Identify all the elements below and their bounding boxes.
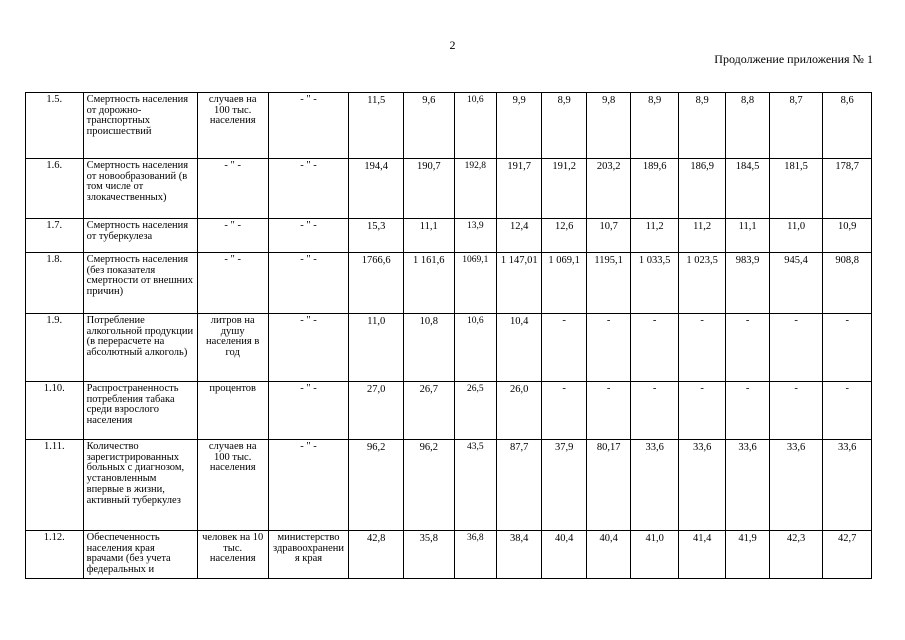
value-cell: 1 147,01 xyxy=(496,253,541,314)
value-cell: 35,8 xyxy=(404,531,455,579)
responsible-cell: - " - xyxy=(268,382,349,440)
value-cell: 190,7 xyxy=(404,159,455,219)
value-cell: 9,9 xyxy=(496,93,541,159)
row-number: 1.11. xyxy=(26,440,84,531)
value-cell: 203,2 xyxy=(586,159,630,219)
value-cell: - xyxy=(542,314,586,382)
value-cell: 1 161,6 xyxy=(404,253,455,314)
value-cell: 38,4 xyxy=(496,531,541,579)
value-cell: 8,9 xyxy=(678,93,726,159)
value-cell: 178,7 xyxy=(823,159,872,219)
value-cell: 40,4 xyxy=(586,531,630,579)
table-row xyxy=(26,219,872,253)
value-cell: 191,7 xyxy=(496,159,541,219)
responsible-cell: - " - xyxy=(268,219,349,253)
value-cell: 9,8 xyxy=(586,93,630,159)
value-cell: 1 023,5 xyxy=(678,253,726,314)
value-cell: 42,7 xyxy=(823,531,872,579)
unit-cell: - " - xyxy=(197,159,268,219)
value-cell: - xyxy=(586,314,630,382)
value-cell: 41,0 xyxy=(631,531,679,579)
unit-cell: случаев на 100 тыс. населения xyxy=(197,93,268,159)
value-cell: 87,7 xyxy=(496,440,541,531)
value-cell: - xyxy=(678,382,726,440)
indicator-name: Смертность населения от новообразований (в том числе от злокачественных) xyxy=(83,159,197,219)
unit-cell: - " - xyxy=(197,219,268,253)
responsible-cell: - " - xyxy=(268,159,349,219)
value-cell: - xyxy=(678,314,726,382)
value-cell: - xyxy=(769,382,823,440)
value-cell: 1766,6 xyxy=(349,253,404,314)
value-cell: 41,4 xyxy=(678,531,726,579)
value-cell: 33,6 xyxy=(823,440,872,531)
value-cell: 8,9 xyxy=(631,93,679,159)
value-cell: 11,0 xyxy=(769,219,823,253)
value-cell: 11,1 xyxy=(404,219,455,253)
value-cell: 186,9 xyxy=(678,159,726,219)
value-cell: - xyxy=(823,382,872,440)
page-number: 2 xyxy=(449,38,456,52)
value-cell: 10,4 xyxy=(496,314,541,382)
value-cell: 36,8 xyxy=(454,531,496,579)
table-row xyxy=(26,314,872,382)
table-row xyxy=(26,253,872,314)
indicator-name: Обеспеченность населения края врачами (без учета федеральных и xyxy=(83,531,197,579)
value-cell: 10,8 xyxy=(404,314,455,382)
value-cell: 1195,1 xyxy=(586,253,630,314)
value-cell: 8,6 xyxy=(823,93,872,159)
value-cell: 1 069,1 xyxy=(542,253,586,314)
indicator-name: Распространенность потребления табака среди взрослого населения xyxy=(83,382,197,440)
value-cell: 33,6 xyxy=(678,440,726,531)
value-cell: 1 033,5 xyxy=(631,253,679,314)
value-cell: 26,5 xyxy=(454,382,496,440)
value-cell: 1069,1 xyxy=(454,253,496,314)
value-cell: - xyxy=(586,382,630,440)
value-cell: 12,4 xyxy=(496,219,541,253)
appendix-continuation-label: Продолжение приложения № 1 xyxy=(714,52,873,66)
value-cell: 96,2 xyxy=(404,440,455,531)
value-cell: 9,6 xyxy=(404,93,455,159)
value-cell: 42,3 xyxy=(769,531,823,579)
row-number: 1.9. xyxy=(26,314,84,382)
value-cell: 27,0 xyxy=(349,382,404,440)
row-number: 1.10. xyxy=(26,382,84,440)
indicator-name: Смертность населения (без показателя смертности от внешних причин) xyxy=(83,253,197,314)
value-cell: 33,6 xyxy=(631,440,679,531)
value-cell: 40,4 xyxy=(542,531,586,579)
value-cell: 43,5 xyxy=(454,440,496,531)
value-cell: - xyxy=(823,314,872,382)
responsible-cell: - " - xyxy=(268,93,349,159)
value-cell: 181,5 xyxy=(769,159,823,219)
value-cell: 80,17 xyxy=(586,440,630,531)
value-cell: - xyxy=(726,314,769,382)
value-cell: - xyxy=(631,382,679,440)
value-cell: 10,7 xyxy=(586,219,630,253)
value-cell: 194,4 xyxy=(349,159,404,219)
value-cell: 184,5 xyxy=(726,159,769,219)
row-number: 1.5. xyxy=(26,93,84,159)
row-number: 1.6. xyxy=(26,159,84,219)
value-cell: 33,6 xyxy=(769,440,823,531)
unit-cell: человек на 10 тыс. населения xyxy=(197,531,268,579)
value-cell: 11,1 xyxy=(726,219,769,253)
table-row xyxy=(26,531,872,579)
unit-cell: - " - xyxy=(197,253,268,314)
row-number: 1.7. xyxy=(26,219,84,253)
value-cell: 908,8 xyxy=(823,253,872,314)
value-cell: 41,9 xyxy=(726,531,769,579)
indicator-name: Смертность населения от туберкулеза xyxy=(83,219,197,253)
responsible-cell: - " - xyxy=(268,440,349,531)
responsible-cell: - " - xyxy=(268,314,349,382)
value-cell: 33,6 xyxy=(726,440,769,531)
value-cell: - xyxy=(542,382,586,440)
value-cell: 11,5 xyxy=(349,93,404,159)
table-row xyxy=(26,93,872,159)
value-cell: 10,9 xyxy=(823,219,872,253)
value-cell: 11,0 xyxy=(349,314,404,382)
table-row xyxy=(26,440,872,531)
value-cell: 192,8 xyxy=(454,159,496,219)
unit-cell: литров на душу населения в год xyxy=(197,314,268,382)
indicator-name: Потребление алкогольной продукции (в перерасчете на абсолютный алкоголь) xyxy=(83,314,197,382)
value-cell: - xyxy=(631,314,679,382)
unit-cell: процентов xyxy=(197,382,268,440)
value-cell: 8,9 xyxy=(542,93,586,159)
value-cell: - xyxy=(726,382,769,440)
value-cell: 15,3 xyxy=(349,219,404,253)
value-cell: 10,6 xyxy=(454,314,496,382)
value-cell: 26,0 xyxy=(496,382,541,440)
indicator-name: Количество зарегистрированных больных с диагнозом, установленным впервые в жизни, активный туберкулез xyxy=(83,440,197,531)
value-cell: 13,9 xyxy=(454,219,496,253)
value-cell: 11,2 xyxy=(678,219,726,253)
indicators-table xyxy=(25,92,872,579)
value-cell: 10,6 xyxy=(454,93,496,159)
responsible-cell: министерство здравоохранения края xyxy=(268,531,349,579)
value-cell: 26,7 xyxy=(404,382,455,440)
value-cell: 11,2 xyxy=(631,219,679,253)
indicator-name: Смертность населения от дорожно-транспортных происшествий xyxy=(83,93,197,159)
value-cell: 945,4 xyxy=(769,253,823,314)
row-number: 1.12. xyxy=(26,531,84,579)
value-cell: 42,8 xyxy=(349,531,404,579)
value-cell: 8,8 xyxy=(726,93,769,159)
value-cell: 189,6 xyxy=(631,159,679,219)
value-cell: 191,2 xyxy=(542,159,586,219)
value-cell: 8,7 xyxy=(769,93,823,159)
table-row xyxy=(26,382,872,440)
value-cell: 96,2 xyxy=(349,440,404,531)
unit-cell: случаев на 100 тыс. населения xyxy=(197,440,268,531)
value-cell: 37,9 xyxy=(542,440,586,531)
value-cell: 12,6 xyxy=(542,219,586,253)
row-number: 1.8. xyxy=(26,253,84,314)
value-cell: - xyxy=(769,314,823,382)
responsible-cell: - " - xyxy=(268,253,349,314)
table-row xyxy=(26,159,872,219)
value-cell: 983,9 xyxy=(726,253,769,314)
